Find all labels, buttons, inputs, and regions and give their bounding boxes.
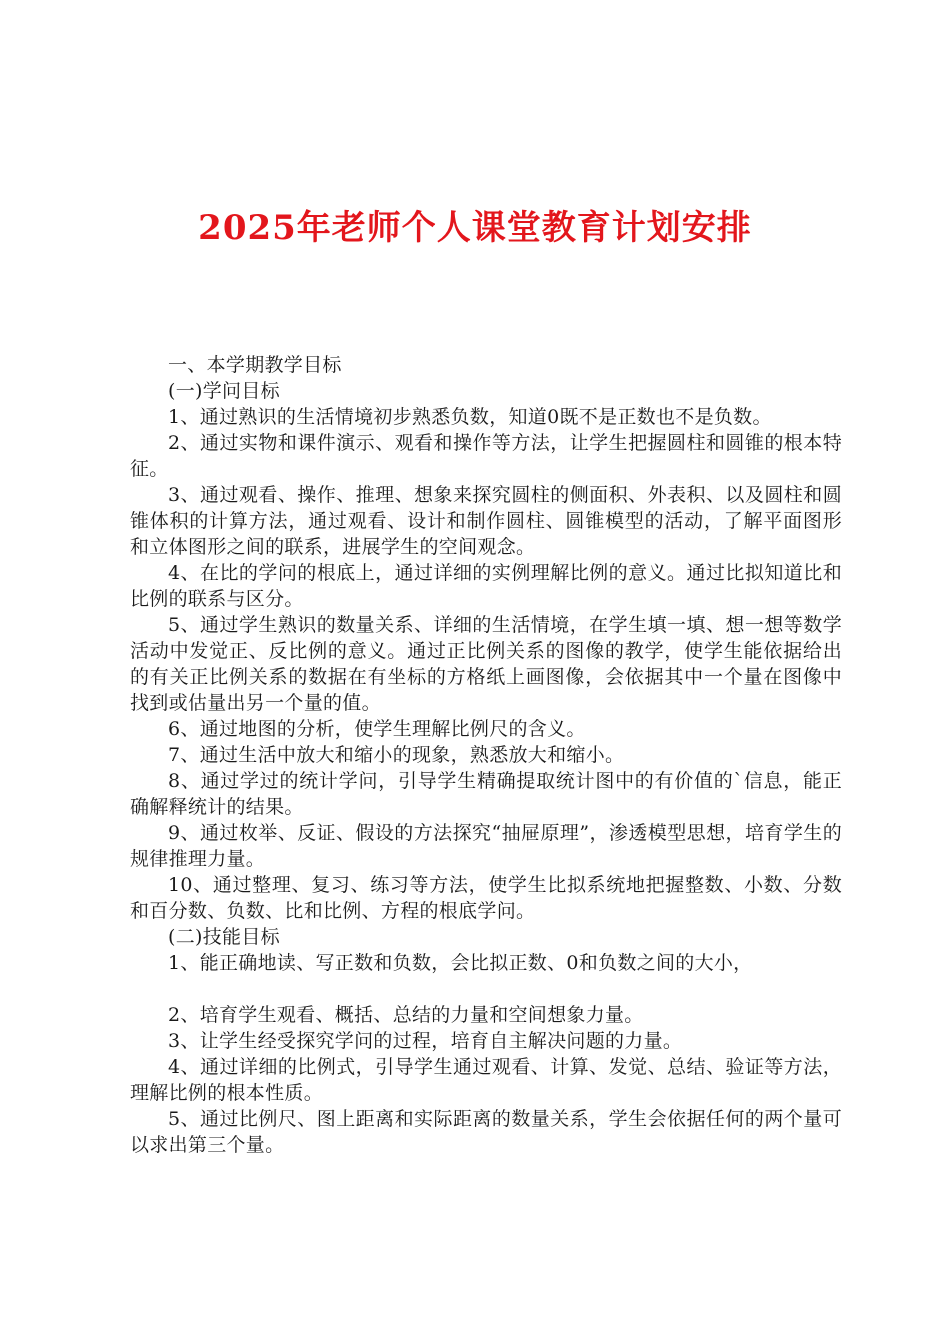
paragraph: 10、通过整理、复习、练习等方法，使学生比拟系统地把握整数、小数、分数和百分数、负数、比和比例、方程的根底学问。 xyxy=(130,874,842,922)
paragraph: 5、通过比例尺、图上距离和实际距离的数量关系，学生会依据任何的两个量可以求出第三个量。 xyxy=(130,1108,842,1156)
paragraph: 4、通过详细的比例式，引导学生通过观看、计算、发觉、总结、验证等方法，理解比例的根本性质。 xyxy=(130,1056,842,1104)
paragraph: 3、让学生经受探究学问的过程，培育自主解决问题的力量。 xyxy=(168,1030,683,1052)
subsection-heading: (一)学问目标 xyxy=(168,380,280,402)
paragraph: 2、培育学生观看、概括、总结的力量和空间想象力量。 xyxy=(168,1004,644,1026)
blank-line xyxy=(130,976,842,1002)
paragraph: 9、通过枚举、反证、假设的方法探究“抽屉原理”，渗透模型思想，培育学生的规律推理力量。 xyxy=(130,822,842,870)
section-heading: 一、本学期教学目标 xyxy=(168,354,342,376)
document-body xyxy=(130,352,842,1158)
paragraph: 8、通过学过的统计学问，引导学生精确提取统计图中的有价值的`信息，能正确解释统计的结果。 xyxy=(130,770,842,818)
paragraph: 1、通过熟识的生活情境初步熟悉负数，知道0既不是正数也不是负数。 xyxy=(168,406,772,428)
document-title: 2025年老师个人课堂教育计划安排 xyxy=(198,208,752,248)
paragraph: 3、通过观看、操作、推理、想象来探究圆柱的侧面积、外表积、以及圆柱和圆锥体积的计算方法，通过观看、设计和制作圆柱、圆锥模型的活动，了解平面图形和立体图形之间的联系，进展学生的空间观念。 xyxy=(130,484,842,558)
paragraph: 6、通过地图的分析，使学生理解比例尺的含义。 xyxy=(168,718,586,740)
subsection-heading: (二)技能目标 xyxy=(168,926,280,948)
paragraph: 7、通过生活中放大和缩小的现象，熟悉放大和缩小。 xyxy=(168,744,625,766)
paragraph: 5、通过学生熟识的数量关系、详细的生活情境，在学生填一填、想一想等数学活动中发觉正、反比例的意义。通过正比例关系的图像的教学，使学生能依据给出的有关正比例关系的数据在有坐标的方格纸上画图像，会依据其中一个量在图像中找到或估量出另一个量的值。 xyxy=(130,614,842,714)
paragraph: 4、在比的学问的根底上，通过详细的实例理解比例的意义。通过比拟知道比和比例的联系与区分。 xyxy=(130,562,842,610)
paragraph: 1、能正确地读、写正数和负数，会比拟正数、0和负数之间的大小， xyxy=(168,952,753,974)
paragraph: 2、通过实物和课件演示、观看和操作等方法，让学生把握圆柱和圆锥的根本特征。 xyxy=(130,432,842,480)
